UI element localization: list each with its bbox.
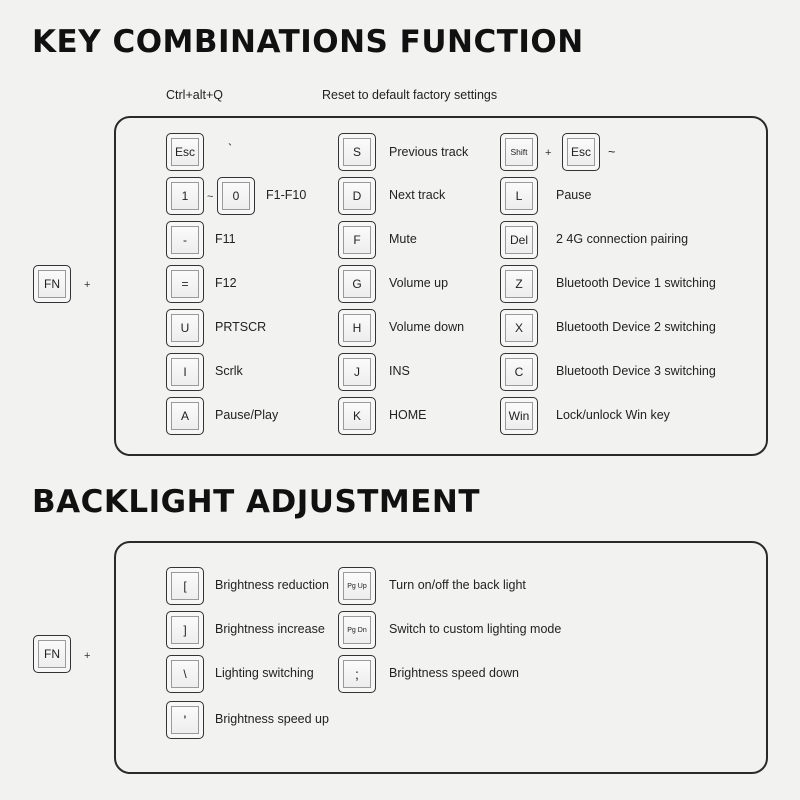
- label-brightness-speed-down: Brightness speed down: [389, 666, 519, 680]
- key-esc-2: Esc: [562, 133, 600, 171]
- label-volume-down: Volume down: [389, 320, 465, 334]
- key-win: Win: [500, 397, 538, 435]
- reset-description: Reset to default factory settings: [322, 88, 498, 102]
- key-bracket-right: ]: [166, 611, 204, 649]
- fn-key-backlight: FN: [33, 635, 71, 673]
- key-g: G: [338, 265, 376, 303]
- key-bracket-left: [: [166, 567, 204, 605]
- key-backslash: \: [166, 655, 204, 693]
- label-lock-win: Lock/unlock Win key: [556, 408, 670, 422]
- label-brightness-speed-up: Brightness speed up: [215, 712, 329, 726]
- shift-esc-plus: +: [545, 147, 552, 159]
- label-custom-lighting: Switch to custom lighting mode: [389, 622, 562, 636]
- key-apostrophe: ': [166, 701, 204, 739]
- key-minus: -: [166, 221, 204, 259]
- key-f: F: [338, 221, 376, 259]
- tilde-separator: ~: [207, 191, 214, 203]
- fn-plus-backlight: +: [84, 650, 91, 662]
- label-prtscr: PRTSCR: [215, 320, 267, 334]
- reset-combo: Ctrl+alt+Q: [166, 88, 223, 102]
- key-equals: =: [166, 265, 204, 303]
- key-esc: Esc: [166, 133, 204, 171]
- backlight-panel: [114, 541, 768, 774]
- key-u: U: [166, 309, 204, 347]
- key-h: H: [338, 309, 376, 347]
- label-scrlk: Scrlk: [215, 364, 243, 378]
- label-previous-track: Previous track: [389, 145, 469, 159]
- label-brightness-increase: Brightness increase: [215, 622, 325, 636]
- key-shift: Shift: [500, 133, 538, 171]
- label-next-track: Next track: [389, 188, 446, 202]
- label-brightness-reduction: Brightness reduction: [215, 578, 329, 592]
- key-k: K: [338, 397, 376, 435]
- label-f11: F11: [215, 232, 236, 246]
- key-a: A: [166, 397, 204, 435]
- label-4g-pairing: 2 4G connection pairing: [556, 232, 689, 246]
- label-bt-device-2: Bluetooth Device 2 switching: [556, 320, 716, 334]
- key-c: C: [500, 353, 538, 391]
- label-f1-f10: F1-F10: [266, 188, 307, 202]
- key-l: L: [500, 177, 538, 215]
- label-f12: F12: [215, 276, 237, 290]
- label-toggle-backlight: Turn on/off the back light: [389, 578, 526, 592]
- label-pause-play: Pause/Play: [215, 408, 279, 422]
- key-del: Del: [500, 221, 538, 259]
- label-tilde: ~: [608, 145, 616, 159]
- backlight-title: BACKLIGHT ADJUSTMENT: [32, 484, 481, 520]
- key-pgup: Pg Up: [338, 567, 376, 605]
- label-backtick: `: [228, 142, 233, 156]
- label-bt-device-3: Bluetooth Device 3 switching: [556, 364, 716, 378]
- key-pgdn: Pg Dn: [338, 611, 376, 649]
- fn-plus: +: [84, 279, 91, 291]
- label-pause: Pause: [556, 188, 592, 202]
- key-i: I: [166, 353, 204, 391]
- key-combinations-title: KEY COMBINATIONS FUNCTION: [32, 24, 584, 60]
- label-lighting-switching: Lighting switching: [215, 666, 314, 680]
- key-1: 1: [166, 177, 204, 215]
- label-mute: Mute: [389, 232, 417, 246]
- label-ins: INS: [389, 364, 410, 378]
- fn-key: FN: [33, 265, 71, 303]
- key-j: J: [338, 353, 376, 391]
- key-x: X: [500, 309, 538, 347]
- key-s: S: [338, 133, 376, 171]
- label-volume-up: Volume up: [389, 276, 449, 290]
- key-semicolon: ;: [338, 655, 376, 693]
- key-d: D: [338, 177, 376, 215]
- label-home: HOME: [389, 408, 427, 422]
- label-bt-device-1: Bluetooth Device 1 switching: [556, 276, 716, 290]
- key-z: Z: [500, 265, 538, 303]
- key-0: 0: [217, 177, 255, 215]
